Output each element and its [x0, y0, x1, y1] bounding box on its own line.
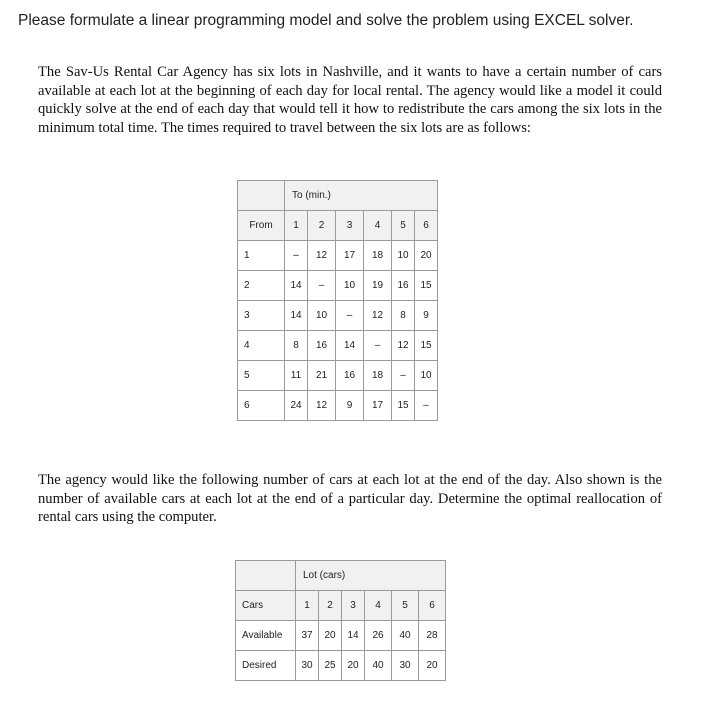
column-header: 2	[319, 591, 342, 621]
table-cell: 16	[308, 331, 336, 361]
row-label: 5	[238, 361, 285, 391]
table-row	[238, 391, 438, 421]
table-cell: 20	[342, 651, 365, 681]
column-header: 1	[296, 591, 319, 621]
row-label: 4	[238, 331, 285, 361]
table-cell: 10	[308, 301, 336, 331]
from-header: From	[238, 211, 285, 241]
table-cell: 40	[392, 621, 419, 651]
row-label: 3	[238, 301, 285, 331]
table-cell: 30	[392, 651, 419, 681]
table-row	[236, 621, 446, 651]
table-cell: 10	[392, 241, 415, 271]
table-cell: –	[308, 271, 336, 301]
table-cell: 12	[308, 391, 336, 421]
row-label: 6	[238, 391, 285, 421]
table-cell: 14	[285, 301, 308, 331]
table-cell: 20	[415, 241, 438, 271]
table-cell: –	[392, 361, 415, 391]
table-cell: 25	[319, 651, 342, 681]
lot-cars-header: Lot (cars)	[296, 561, 446, 591]
table-cell: 11	[285, 361, 308, 391]
table-row	[236, 651, 446, 681]
table-cell: 21	[308, 361, 336, 391]
travel-time-table	[237, 180, 438, 421]
column-header: 3	[342, 591, 365, 621]
table-corner-cell	[236, 561, 296, 591]
table-cell: 24	[285, 391, 308, 421]
table-cell: 19	[364, 271, 392, 301]
lot-cars-table	[235, 560, 446, 681]
table-cell: 16	[392, 271, 415, 301]
table-cell: 16	[336, 361, 364, 391]
table-cell: 14	[342, 621, 365, 651]
problem-description: The Sav-Us Rental Car Agency has six lots in Nashville, and it wants to have a certain number of cars available at each lot at the beginning of each day for local rental. The agency would like a model it could quickly solve at the end of each day that would tell it how to redistribute the cars among the six lots in the minimum total time. The times required to travel between the six lots are as follows:	[38, 64, 662, 136]
table-cell: 28	[419, 621, 446, 651]
table-cell: 18	[364, 361, 392, 391]
table-corner-cell	[238, 181, 285, 211]
row-label: 2	[238, 271, 285, 301]
table-cell: 20	[419, 651, 446, 681]
table-cell: 17	[364, 391, 392, 421]
question-title: Please formulate a linear programming model and solve the problem using EXCEL solver.	[18, 12, 634, 29]
row-label: 1	[238, 241, 285, 271]
table-row	[238, 301, 438, 331]
table-cell: –	[364, 331, 392, 361]
table-cell: 30	[296, 651, 319, 681]
row-label: Available	[236, 621, 296, 651]
column-header: 5	[392, 591, 419, 621]
table-cell: 12	[308, 241, 336, 271]
column-header: 1	[285, 211, 308, 241]
table-cell: 15	[415, 331, 438, 361]
table-cell: –	[336, 301, 364, 331]
table-cell: 14	[285, 271, 308, 301]
table-cell: 26	[365, 621, 392, 651]
column-header: 4	[364, 211, 392, 241]
reallocation-description: The agency would like the following number of cars at each lot at the end of the day. Also shown is the number of available cars at each lot at the end of a particular day. Determine the optimal reallocation of rental cars using the computer.	[38, 472, 662, 525]
table-cell: 10	[336, 271, 364, 301]
table-cell: 20	[319, 621, 342, 651]
table-cell: 12	[392, 331, 415, 361]
table-cell: 12	[364, 301, 392, 331]
table-cell: –	[285, 241, 308, 271]
table-row	[238, 241, 438, 271]
table-cell: 17	[336, 241, 364, 271]
cars-header: Cars	[236, 591, 296, 621]
table-cell: 8	[285, 331, 308, 361]
table-cell: 8	[392, 301, 415, 331]
table-cell: 9	[336, 391, 364, 421]
table-row	[238, 361, 438, 391]
table-cell: 37	[296, 621, 319, 651]
column-header: 2	[308, 211, 336, 241]
table-cell: 10	[415, 361, 438, 391]
table-cell: 15	[415, 271, 438, 301]
column-header: 5	[392, 211, 415, 241]
table-cell: 15	[392, 391, 415, 421]
table-cell: –	[415, 391, 438, 421]
table-cell: 9	[415, 301, 438, 331]
column-header: 6	[415, 211, 438, 241]
table-cell: 14	[336, 331, 364, 361]
to-minutes-header: To (min.)	[285, 181, 438, 211]
column-header: 3	[336, 211, 364, 241]
column-header: 4	[365, 591, 392, 621]
row-label: Desired	[236, 651, 296, 681]
column-header: 6	[419, 591, 446, 621]
table-cell: 40	[365, 651, 392, 681]
table-row	[238, 271, 438, 301]
table-row	[238, 331, 438, 361]
table-cell: 18	[364, 241, 392, 271]
